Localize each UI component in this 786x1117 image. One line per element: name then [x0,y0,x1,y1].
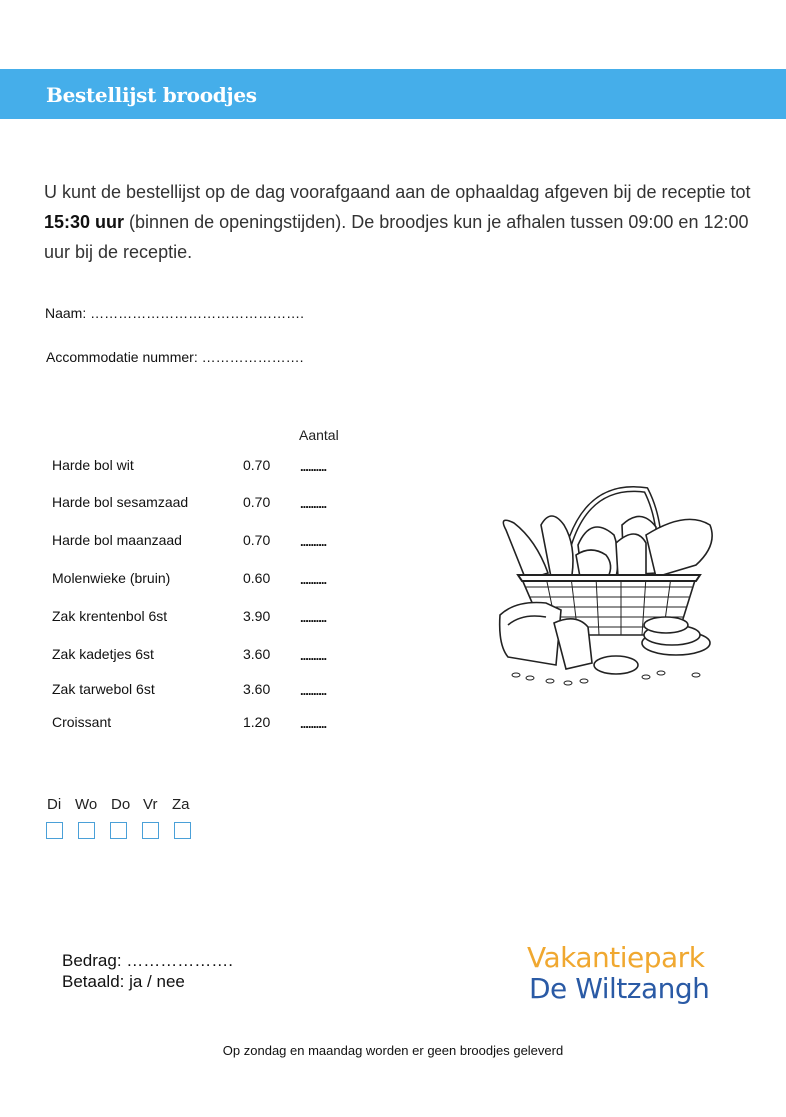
naam-field[interactable]: Naam: ………………………………………. [45,305,305,321]
quantity-field[interactable]: .......... [300,572,327,587]
item-name: Zak tarwebol 6st [52,681,155,697]
item-price: 1.20 [243,714,271,730]
table-row [52,714,352,734]
day-label: Di [47,796,62,813]
day-label: Wo [75,796,98,813]
item-price: 0.70 [243,532,271,548]
logo-line-1: Vakantiepark [527,941,705,974]
table-row [52,494,352,514]
table-row [52,681,352,701]
item-name: Harde bol maanzaad [52,532,182,548]
day-checkbox-di[interactable] [46,822,63,839]
item-price: 0.70 [243,494,271,510]
table-row [52,570,352,590]
day-checkbox-do[interactable] [110,822,127,839]
day-label: Do [111,796,131,813]
accommodatie-field[interactable]: Accommodatie nummer: …………………. [46,349,304,365]
day-checkbox-wo[interactable] [78,822,95,839]
quantity-header: Aantal [299,427,339,443]
item-name: Harde bol wit [52,457,134,473]
bedrag-field[interactable]: Bedrag: ………………. [62,951,233,970]
item-price: 3.60 [243,681,271,697]
item-price: 0.60 [243,570,271,586]
item-name: Molenwieke (bruin) [52,570,171,586]
day-label: Vr [143,796,158,813]
betaald-field[interactable]: Betaald: ja / nee [62,972,185,991]
quantity-field[interactable]: .......... [300,716,327,731]
intro-text-1: U kunt de bestellijst op de dag voorafgaand aan de ophaaldag afgeven bij de receptie tot [44,182,751,202]
item-price: 3.90 [243,608,271,624]
item-name: Zak kadetjes 6st [52,646,154,662]
table-row [52,608,352,628]
table-row [52,646,352,666]
table-row [52,457,352,477]
bread-basket-illustration [496,485,718,690]
item-price: 0.70 [243,457,271,473]
page-title: Bestellijst broodjes [46,83,257,107]
header-bar [0,69,786,119]
weekday-selector [46,796,206,846]
footer-note: Op zondag en maandag worden er geen broodjes geleverd [222,1043,564,1058]
day-label: Za [172,796,190,813]
table-row [52,532,352,552]
day-checkbox-za[interactable] [174,822,191,839]
quantity-field[interactable]: .......... [300,534,327,549]
intro-deadline: 15:30 uur [44,212,125,232]
quantity-field[interactable]: .......... [300,459,327,474]
intro-paragraph [44,177,764,267]
item-name: Croissant [52,714,112,730]
quantity-field[interactable]: .......... [300,648,327,663]
intro-text-2: (binnen de openingstijden). De broodjes kun je afhalen tussen 09:00 en 12:00 uur bij de receptie. [44,212,749,262]
quantity-field[interactable]: .......... [300,610,327,625]
logo-line-2: De Wiltzangh [529,972,710,1005]
day-checkbox-vr[interactable] [142,822,159,839]
quantity-field[interactable]: .......... [300,496,327,511]
quantity-field[interactable]: .......... [300,683,327,698]
item-name: Zak krentenbol 6st [52,608,168,624]
item-name: Harde bol sesamzaad [52,494,189,510]
item-price: 3.60 [243,646,271,662]
